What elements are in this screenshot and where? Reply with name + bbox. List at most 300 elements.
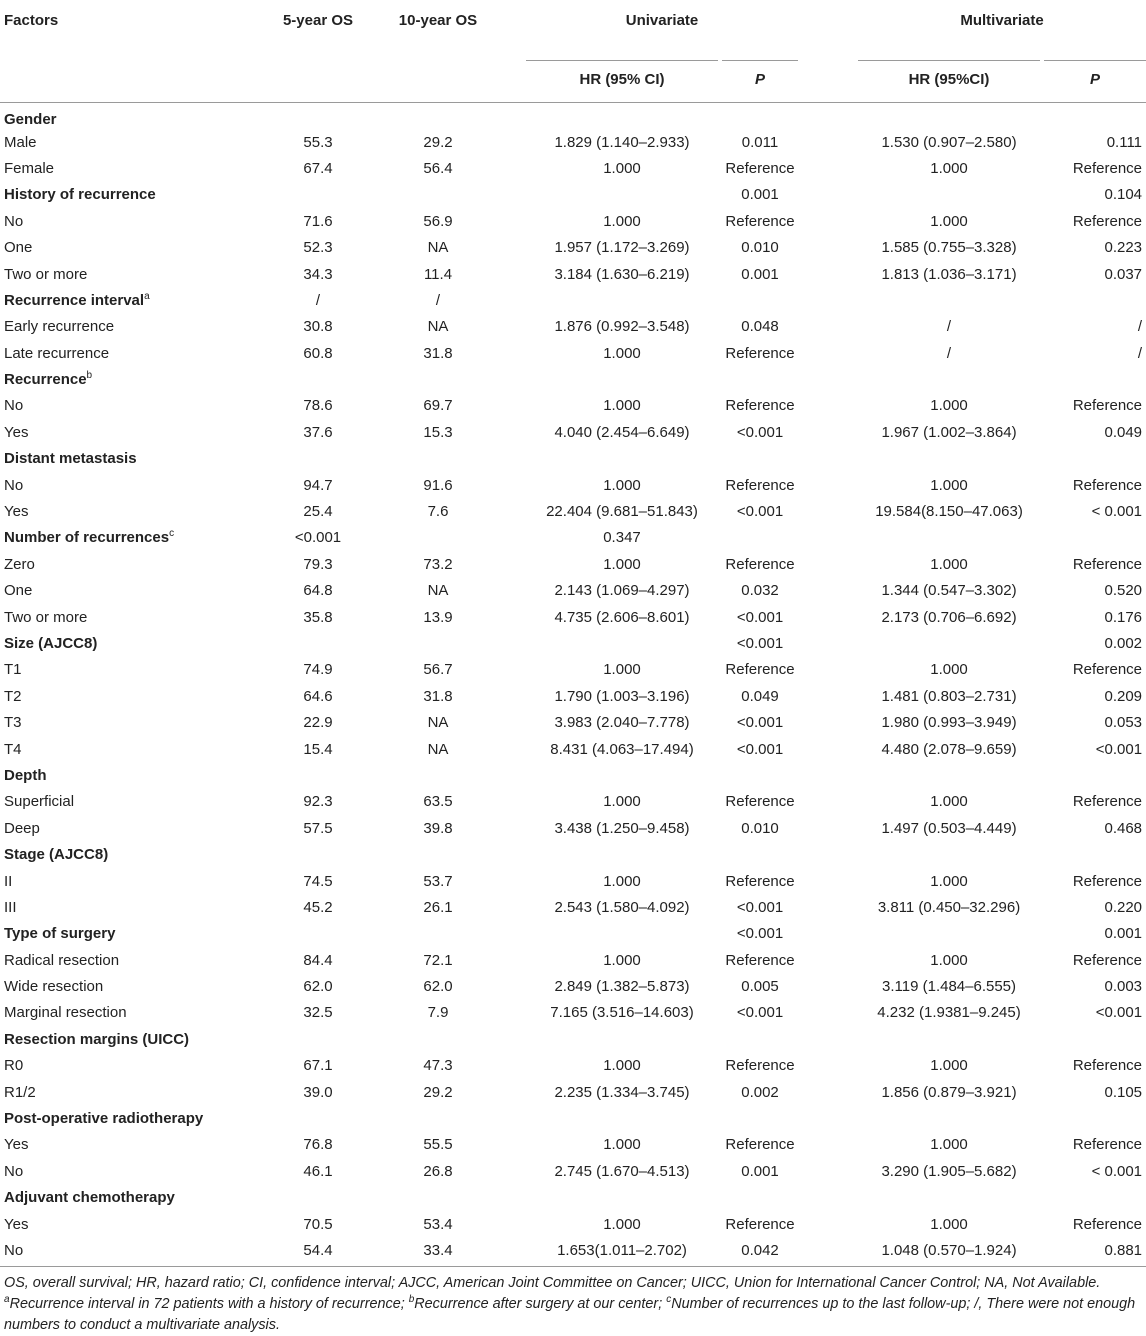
os10-cell [376, 261, 496, 287]
p-uni-cell [718, 393, 828, 419]
hr-multi-cell-text: 4.480 (2.078–9.659) [881, 740, 1017, 758]
hr-uni-cell-text: 0.347 [603, 529, 641, 547]
p-multi-cell-text: Reference [1072, 661, 1143, 679]
os10-cell-text: 15.3 [423, 423, 453, 441]
p-uni-cell [718, 103, 828, 129]
factor-cell-text: Early recurrence [4, 318, 115, 336]
p-uni-cell-text: <0.001 [736, 740, 784, 758]
factor-cell [0, 340, 256, 366]
factor-cell [0, 868, 256, 894]
factor-cell-text: Size (AJCC8) [4, 635, 98, 652]
os10-cell [376, 1185, 496, 1211]
os5-cell [256, 1237, 376, 1263]
os5-cell-text: 39.0 [303, 1083, 333, 1101]
p-uni-cell [718, 657, 828, 683]
hr-uni-cell [496, 762, 718, 788]
factor-cell-text: T4 [4, 740, 22, 758]
hr-multi-cell-text: 1.000 [930, 555, 968, 573]
hr-multi-cell-text: 1.000 [930, 159, 968, 177]
os10-cell-text: 7.9 [427, 1004, 449, 1022]
factor-cell [0, 578, 256, 604]
factor-cell [0, 1132, 256, 1158]
p-multi-cell [1040, 393, 1146, 419]
os5-cell [256, 366, 376, 392]
p-multi-cell [1040, 1105, 1146, 1131]
hr-multi-cell-text: 1.048 (0.570–1.924) [881, 1241, 1017, 1259]
os10-cell-text: 29.2 [423, 1083, 453, 1101]
footnote-c: Number of recurrences up to the last follow-up; /, There were not enough numbers to conduct a multivariate analysis. [4, 1295, 1136, 1333]
table-group-row [0, 366, 1146, 392]
p-uni-cell [718, 366, 828, 392]
p-uni-cell [718, 551, 828, 577]
p-uni-cell-text: <0.001 [736, 608, 784, 626]
hr-multi-cell [828, 261, 1040, 287]
os10-cell [376, 340, 496, 366]
p-multi-cell [1040, 419, 1146, 445]
os10-cell [376, 762, 496, 788]
table-row [0, 709, 1146, 735]
p-multi-cell-text: Reference [1072, 872, 1143, 890]
os5-cell [256, 103, 376, 129]
os10-cell [376, 789, 496, 815]
os10-cell [376, 630, 496, 656]
factor-cell [0, 366, 256, 392]
multivariate-header [828, 0, 1146, 50]
p-multi-cell-text: Reference [1072, 397, 1143, 415]
hr-uni-cell [496, 973, 718, 999]
factor-cell [0, 657, 256, 683]
os5-cell [256, 208, 376, 234]
hr-uni-cell-text: 1.000 [603, 951, 641, 969]
hr-multi-cell [828, 314, 1040, 340]
p-multi-cell-text: Reference [1072, 793, 1143, 811]
p-uni-cell [718, 921, 828, 947]
p-uni-cell [718, 1132, 828, 1158]
os5-cell [256, 234, 376, 260]
p-multi-cell-text: 0.001 [1104, 925, 1143, 943]
os5-cell-text: 15.4 [303, 740, 333, 758]
os5-cell-text: 57.5 [303, 819, 333, 837]
p-multi-cell [1040, 366, 1146, 392]
hr-multi-cell [828, 208, 1040, 234]
hr-uni-cell-text: 1.000 [603, 344, 641, 362]
table-row [0, 789, 1146, 815]
hr-uni-cell [496, 261, 718, 287]
hr-multi-cell-text: / [946, 318, 952, 336]
hr-multi-cell-text: / [946, 344, 952, 362]
hr-multi-cell-text: 1.000 [930, 397, 968, 415]
os5-cell [256, 1026, 376, 1052]
os10-cell [376, 815, 496, 841]
hr-uni-header [496, 50, 718, 103]
table-row [0, 1211, 1146, 1237]
hr-uni-cell-text: 3.438 (1.250–9.458) [554, 819, 690, 837]
os10-cell [376, 155, 496, 181]
factor-cell-text: Gender [4, 111, 57, 129]
hr-uni-cell [496, 1079, 718, 1105]
factor-cell [0, 1053, 256, 1079]
p-multi-cell-text: Reference [1072, 1136, 1143, 1154]
factor-cell-text: T2 [4, 687, 22, 705]
hr-uni-cell-text: 2.235 (1.334–3.745) [554, 1083, 690, 1101]
os5-cell-text: 60.8 [303, 344, 333, 362]
os5-cell-text: 64.6 [303, 687, 333, 705]
factor-cell [0, 815, 256, 841]
factor-cell-text: Yes [4, 503, 29, 521]
os10-cell-text: NA [427, 714, 449, 732]
os10-cell [376, 103, 496, 129]
p-multi-cell-text: Reference [1072, 1057, 1143, 1075]
hr-multi-cell [828, 129, 1040, 155]
hr-uni-cell [496, 1026, 718, 1052]
factor-cell [0, 419, 256, 445]
os5-cell [256, 1158, 376, 1184]
factor-cell [0, 921, 256, 947]
factor-cell-text: T1 [4, 661, 22, 679]
os10-cell-text: 91.6 [423, 476, 453, 494]
p-multi-cell [1040, 472, 1146, 498]
hr-multi-cell [828, 234, 1040, 260]
p-uni-cell-text: Reference [725, 344, 795, 362]
factor-cell [0, 314, 256, 340]
hr-multi-label: HR (95%CI) [908, 71, 990, 88]
p-uni-cell [718, 234, 828, 260]
hr-uni-cell [496, 1000, 718, 1026]
p-uni-cell-text: Reference [725, 1057, 795, 1075]
factor-cell-text: Zero [4, 555, 35, 573]
factor-footnote-mark: c [169, 528, 175, 540]
hr-multi-cell-text: 1.530 (0.907–2.580) [881, 133, 1017, 151]
os10-cell [376, 1105, 496, 1131]
p-multi-cell [1040, 1211, 1146, 1237]
table-row [0, 1158, 1146, 1184]
p-multi-cell-text: 0.002 [1104, 635, 1143, 652]
os5-cell-text: <0.001 [294, 529, 342, 547]
hr-uni-cell [496, 551, 718, 577]
os10-cell-text: 55.5 [423, 1136, 453, 1154]
os5-cell [256, 1105, 376, 1131]
p-multi-cell-text: Reference [1072, 1215, 1143, 1233]
factor-cell [0, 709, 256, 735]
hr-multi-cell-text: 1.967 (1.002–3.864) [881, 423, 1017, 441]
factor-cell [0, 1211, 256, 1237]
hr-uni-cell-text: 1.876 (0.992–3.548) [554, 318, 690, 336]
hr-multi-header [828, 50, 1040, 103]
os5-cell [256, 604, 376, 630]
p-multi-cell [1040, 1237, 1146, 1263]
factor-cell [0, 1000, 256, 1026]
p-multi-cell-text: 0.468 [1104, 819, 1143, 837]
os5-cell-text: 55.3 [303, 133, 333, 151]
p-multi-cell [1040, 1053, 1146, 1079]
p-multi-cell-text: 0.209 [1104, 687, 1143, 705]
os5-cell [256, 947, 376, 973]
os5-cell-text: 46.1 [303, 1162, 333, 1180]
p-uni-cell [718, 1105, 828, 1131]
os5-cell [256, 657, 376, 683]
p-uni-cell-text: <0.001 [736, 1004, 784, 1022]
p-multi-cell [1040, 789, 1146, 815]
factor-cell [0, 1158, 256, 1184]
hr-multi-cell [828, 709, 1040, 735]
factor-cell-text: Depth [4, 766, 47, 784]
hr-multi-cell [828, 868, 1040, 894]
table-row [0, 472, 1146, 498]
table-row [0, 578, 1146, 604]
os5-cell [256, 578, 376, 604]
hr-multi-cell [828, 525, 1040, 551]
p-multi-cell [1040, 525, 1146, 551]
p-multi-cell-text: 0.223 [1104, 239, 1143, 257]
os10-cell [376, 472, 496, 498]
os5-cell [256, 894, 376, 920]
hr-multi-cell [828, 472, 1040, 498]
hr-multi-cell [828, 815, 1040, 841]
p-multi-cell [1040, 129, 1146, 155]
hr-uni-cell [496, 103, 718, 129]
hr-multi-cell [828, 393, 1040, 419]
p-multi-cell [1040, 762, 1146, 788]
table-body [0, 103, 1146, 1264]
os10-cell [376, 182, 496, 208]
os10-cell-text: 33.4 [423, 1241, 453, 1259]
hr-uni-cell [496, 1237, 718, 1263]
os10-cell [376, 1132, 496, 1158]
p-uni-cell-text: Reference [725, 661, 795, 679]
p-multi-cell [1040, 155, 1146, 181]
p-multi-cell [1040, 841, 1146, 867]
hr-uni-cell [496, 789, 718, 815]
hr-uni-cell [496, 498, 718, 524]
p-uni-cell [718, 947, 828, 973]
p-uni-cell [718, 129, 828, 155]
hr-uni-cell-text: 1.000 [603, 1136, 641, 1154]
os10-cell [376, 1158, 496, 1184]
hr-multi-cell [828, 1105, 1040, 1131]
hr-uni-cell [496, 1158, 718, 1184]
hr-multi-cell-text: 1.000 [930, 951, 968, 969]
table-row [0, 683, 1146, 709]
os5-cell-text: 54.4 [303, 1241, 333, 1259]
hr-multi-cell [828, 498, 1040, 524]
table-group-row [0, 630, 1146, 656]
table-group-row [0, 1105, 1146, 1131]
p-uni-cell-text: 0.010 [741, 819, 779, 837]
hr-multi-cell [828, 683, 1040, 709]
hr-uni-cell [496, 709, 718, 735]
hr-uni-cell [496, 1105, 718, 1131]
table-row [0, 604, 1146, 630]
p-uni-cell-text: 0.049 [741, 687, 779, 705]
hr-uni-cell-text: 1.000 [603, 661, 641, 679]
hr-multi-cell-text: 1.813 (1.036–3.171) [881, 265, 1017, 283]
p-uni-label: P [755, 71, 766, 88]
os10-cell [376, 366, 496, 392]
factor-cell [0, 1079, 256, 1105]
os10-cell-text: 11.4 [423, 265, 453, 283]
os5-cell [256, 841, 376, 867]
os5-cell [256, 155, 376, 181]
hr-multi-cell [828, 604, 1040, 630]
os10-cell [376, 973, 496, 999]
factor-cell-text: Yes [4, 423, 29, 441]
factor-cell [0, 1237, 256, 1263]
factor-cell [0, 736, 256, 762]
os10-cell [376, 1079, 496, 1105]
p-multi-cell [1040, 604, 1146, 630]
os10-cell-text: 39.8 [423, 819, 453, 837]
os10-cell [376, 1211, 496, 1237]
p-multi-cell-text: < 0.001 [1091, 503, 1143, 521]
footnote-abbreviations: OS, overall survival; HR, hazard ratio; CI, confidence interval; AJCC, American Joint Committee on Cancer; UICC, Union for International Cancer Control; NA, Not Available. [4, 1274, 1101, 1291]
hr-multi-cell [828, 1211, 1040, 1237]
p-uni-cell [718, 314, 828, 340]
p-uni-cell [718, 446, 828, 472]
p-multi-cell-text: 0.176 [1104, 608, 1143, 626]
factor-cell [0, 498, 256, 524]
hr-uni-cell-text: 1.000 [603, 1215, 641, 1233]
os10-cell [376, 841, 496, 867]
os5-cell-text: 84.4 [303, 951, 333, 969]
hr-multi-cell [828, 736, 1040, 762]
p-multi-cell [1040, 683, 1146, 709]
p-multi-cell [1040, 182, 1146, 208]
p-uni-cell-text: Reference [725, 212, 795, 230]
table-group-row [0, 1026, 1146, 1052]
os5-cell-text: 32.5 [303, 1004, 333, 1022]
univariate-label: Univariate [625, 12, 699, 29]
os10-cell [376, 525, 496, 551]
os10-header: 10-year OS [398, 12, 478, 29]
factor-cell [0, 103, 256, 129]
factor-cell-text: Female [4, 159, 55, 177]
p-uni-cell-text: 0.032 [741, 582, 779, 600]
hr-multi-cell-text: 3.811 (0.450–32.296) [877, 898, 1021, 916]
p-multi-cell-text: 0.003 [1104, 978, 1143, 996]
p-multi-cell [1040, 947, 1146, 973]
os5-cell [256, 472, 376, 498]
os5-cell [256, 261, 376, 287]
p-uni-cell-text: 0.010 [741, 239, 779, 257]
p-multi-cell [1040, 551, 1146, 577]
factor-cell-text: T3 [4, 714, 22, 732]
hr-uni-cell-text: 1.000 [603, 1057, 641, 1075]
hr-uni-cell [496, 630, 718, 656]
p-uni-cell [718, 182, 828, 208]
hr-uni-cell-text: 2.543 (1.580–4.092) [554, 898, 690, 916]
p-multi-cell-text: Reference [1072, 159, 1143, 177]
p-multi-cell [1040, 868, 1146, 894]
os5-cell [256, 815, 376, 841]
os10-cell-text: 26.8 [423, 1162, 453, 1180]
hr-uni-cell [496, 841, 718, 867]
factor-cell [0, 261, 256, 287]
p-uni-cell-text: <0.001 [736, 925, 784, 943]
os10-cell-text: 53.7 [423, 872, 453, 890]
p-uni-cell [718, 1237, 828, 1263]
table-row [0, 1000, 1146, 1026]
hr-multi-cell [828, 1185, 1040, 1211]
os10-cell [376, 1026, 496, 1052]
factor-cell-text: Stage (AJCC8) [4, 846, 109, 864]
hr-multi-cell-text: 1.000 [930, 872, 968, 890]
os5-cell-text: 94.7 [303, 476, 333, 494]
os10-cell-text: NA [427, 582, 449, 600]
os10-cell [376, 287, 496, 313]
p-multi-cell-text: 0.520 [1104, 582, 1143, 600]
table-row [0, 947, 1146, 973]
footnote-b: Recurrence after surgery at our center; [414, 1295, 667, 1312]
p-uni-cell [718, 841, 828, 867]
p-uni-cell-text: Reference [725, 397, 795, 415]
p-uni-cell [718, 604, 828, 630]
p-multi-cell [1040, 340, 1146, 366]
p-multi-label: P [1090, 71, 1101, 88]
p-multi-cell [1040, 1026, 1146, 1052]
os10-cell-text: 13.9 [423, 608, 453, 626]
p-uni-cell [718, 525, 828, 551]
os5-cell-text: 64.8 [303, 582, 333, 600]
os10-cell [376, 446, 496, 472]
p-multi-cell-text: Reference [1072, 212, 1143, 230]
factor-cell-text: III [4, 898, 17, 916]
hr-multi-cell [828, 973, 1040, 999]
p-uni-cell-text: <0.001 [736, 714, 784, 732]
hr-uni-cell [496, 155, 718, 181]
os5-cell [256, 789, 376, 815]
os10-cell-text: 56.7 [423, 661, 453, 679]
factor-cell [0, 287, 256, 313]
factor-cell [0, 155, 256, 181]
p-uni-cell-text: 0.001 [741, 265, 779, 283]
hr-uni-cell-text: 1.000 [603, 555, 641, 573]
hr-multi-cell [828, 1079, 1040, 1105]
factor-cell-text: Wide resection [4, 978, 104, 996]
p-uni-cell [718, 472, 828, 498]
p-multi-cell [1040, 709, 1146, 735]
p-uni-header [718, 50, 828, 103]
hr-multi-cell [828, 1237, 1040, 1263]
os10-cell [376, 736, 496, 762]
table-group-row [0, 841, 1146, 867]
p-uni-cell [718, 868, 828, 894]
os5-cell [256, 683, 376, 709]
hr-multi-cell-text: 1.000 [930, 1057, 968, 1075]
p-uni-cell [718, 762, 828, 788]
p-uni-cell-text: <0.001 [736, 423, 784, 441]
multivariate-label: Multivariate [960, 12, 1044, 29]
p-multi-cell [1040, 498, 1146, 524]
table-row [0, 657, 1146, 683]
hr-multi-cell [828, 630, 1040, 656]
hr-multi-cell [828, 789, 1040, 815]
p-multi-cell-text: 0.104 [1104, 186, 1143, 204]
factor-cell-text: Adjuvant chemotherapy [4, 1189, 175, 1207]
hr-multi-cell-text: 2.173 (0.706–6.692) [881, 608, 1017, 626]
hr-multi-cell-text: 1.000 [930, 661, 968, 679]
p-uni-cell [718, 1053, 828, 1079]
os10-cell-text: 31.8 [423, 687, 453, 705]
hr-uni-cell-text: 1.000 [603, 476, 641, 494]
os10-cell-text: 47.3 [423, 1057, 453, 1075]
table-group-row [0, 525, 1146, 551]
hr-uni-cell [496, 419, 718, 445]
os5-cell-text: 76.8 [303, 1136, 333, 1154]
hr-uni-cell [496, 366, 718, 392]
hr-multi-cell-text: 4.232 (1.9381–9.245) [877, 1004, 1021, 1022]
p-multi-cell [1040, 446, 1146, 472]
hr-multi-cell-text: 1.481 (0.803–2.731) [881, 687, 1017, 705]
